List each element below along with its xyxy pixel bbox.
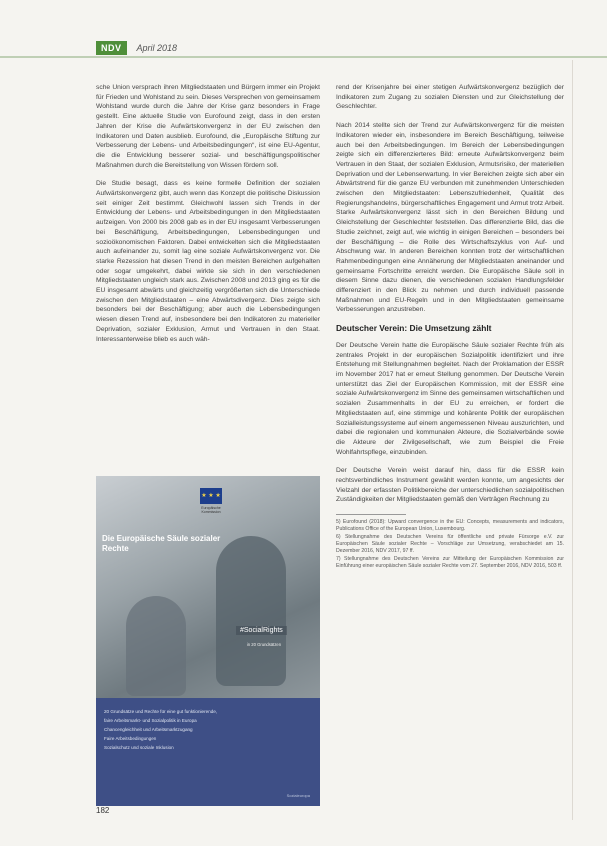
- footnote: 7) Stellungnahme des Deutschen Vereins zur Mitteilung der Europäischen Kommission zur Einführung einer europäischen Säule sozialer Rechte vom 27. September 2016, NDV 2016, 503 ff.: [336, 555, 564, 569]
- paragraph: Der Deutsche Verein weist darauf hin, dass für die ESSR kein rechtsverbindliches Instrument gewählt werden konnte, um angesichts der Vielzahl der erfassten Politikbereiche der unterschiedlichen sozialpolitischen Zuständigkeiten der Mitgliedstaaten gemäß den Verträgen Rechnung zu: [336, 467, 564, 504]
- page-header: [96, 41, 177, 55]
- left-column: [96, 83, 320, 353]
- cover-item: Chancengleichheit und Arbeitsmarktzugang: [104, 727, 193, 732]
- journal-badge: NDV: [96, 41, 127, 55]
- person-silhouette: [126, 596, 186, 696]
- cover-item: faire Arbeitsmarkt- und Sozialpolitik in Europa: [104, 718, 197, 723]
- brochure-cover-image: [96, 476, 320, 806]
- issue-date: April 2018: [136, 43, 178, 53]
- paragraph: Der Deutsche Verein hatte die Europäische Säule sozialer Rechte früh als zentrales Projekt in der europäischen Sozialpolitik identifiziert und ihre Entstehung mit Stellungnahmen begleitet. Nach der Proklamation der ESSR im November 2017 hat er erneut Stellung genommen. Der Deutsche Verein unterstützt das Ziel der Europäischen Kommission, mit der ESSR eine soziale Aufwärtskonvergenz im Sinne des gemeinsamen wirtschaftlichen und sozialen Zusammenhalts in der EU zu erreichen, er fordert die Mitgliedstaaten auf, eine stimmige und kohärente Politik der europäischen Sozialleistungssysteme auf einem angemessenen Niveau auszurichten, und dabei die regionalen und kommunalen Akteure, die Sozialverbände sowie die Akteure der Zivilgesellschaft, wie zum Beispiel die Freie Wohlfahrtspflege, einzubinden.: [336, 341, 564, 456]
- footnote: 6) Stellungnahme des Deutschen Vereins für öffentliche und private Fürsorge e.V. zur Europäischen Säule sozialer Rechte – Vorschläge zur Umsetzung, verabschiedet am 15. Dezember 2016, NDV 2017, 97 ff.: [336, 533, 564, 555]
- cover-subtitle: in 20 Grundsätzen: [246, 642, 282, 647]
- header-rule: [0, 56, 607, 58]
- paragraph: sche Union versprach ihren Mitgliedstaaten und Bürgern immer ein Projekt für Frieden und Wohlstand zu sein. Dieses Versprechen von gemeinsamem Wohlstand wurde durch die Jahre der Krise ganz besonders in Frage gestellt. Eine aktuelle Studie von Eurofound zeigt, dass in den ersten Jahren der Krise die Aufwärtskonvergenz in der EU zwischen den Indikatoren und Daten ausblieb. Eurofound, die „Europäische Stiftung zur Verbesserung der Lebens- und Arbeitsbedingungen“, ist eine EU-Agentur, die die Entwicklung besserer sozial- und beschäftigungspolitischer Maßnahmen durch die Bereitstellung von Wissen fördern soll.: [96, 84, 320, 169]
- paragraph: Die Studie besagt, dass es keine formelle Definition der sozialen Aufwärtskonvergenz gibt, auch wenn das Konzept die politische Diskussion seit einiger Zeit bestimmt. Gleichwohl lassen sich Trends in der Entwicklung der Lebens- und Arbeitsbedingungen in den Mitgliedstaaten aufzeigen. Von 2000 bis 2008 gab es in der EU insgesamt Verbesserungen bei Beschäftigung, Arbeitsbedingungen, Lebensbedingungen und sozioökonomischen Faktoren. Dabei entwickelten sich die Mitgliedstaaten auch aufeinander zu, somit lag eine soziale Aufwärtskonvergenz vor. Die starke Rezession hat diesen Trend in den meisten Bereichen aufgehalten oder sogar umgekehrt, dabei wirkte sie sich in den verschiedenen Mitgliedstaaten ungleich stark aus. Zwischen 2008 und 2013 ging es für die EU insgesamt abwärts und gleichzeitig vergrößerten sich die Unterschiede zwischen den Mitgliedstaaten – eine Abwärtsdivergenz. Dies zeigte sich besonders bei der Beschäftigung; aber auch die Lebensbedingungen wiesen diesen Trend auf, insbesondere bei den Indikatoren zu materieller Deprivation, sozialer Exklusion, Armut und Vertrauen in den Staat. Interessanterweise blieb es auch wäh-: [96, 180, 320, 343]
- cover-logo-caption: Europäische Kommission: [201, 506, 221, 514]
- paragraph: Nach 2014 stellte sich der Trend zur Aufwärtskonvergenz für die meisten Indikatoren wieder ein, insbesondere im Bereich Beschäftigung, teilweise auch bei den Arbeitsbedingungen. Im Bereich der Lebensbedingungen zeigte sich ein differenzierteres Bild: erneute Aufwärtskonvergenz beim Vertrauen in den Staat, der sozialen Exklusion, Armutsrisiko, der materiellen Deprivation und der Lebenserwartung. In vier Bereichen zeigte sich aber ein Abwärtstrend für die ganze EU verbunden mit zunehmenden Unterschieden zwischen den Mitgliedstaaten: Lebenszufriedenheit, Qualität des Regierungshandelns, bürgerschaftliches Engagement und Armut trotz Arbeit. Starke Aufwärtskonvergenz lässt sich in den Bereichen Bildung und Gleichstellung der Geschlechter feststellen. Das differenzierte Bild, das die Studie zeichnet, zeigt auf, wie wichtig in einigen Bereichen – besonders bei der Beschäftigung – die Rolle des Wirtschaftszyklus von Auf- und Abschwung war. In anderen Bereichen konnten trotz der wirtschaftlichen Rahmenbedingungen eine Annäherung der Mitgliedstaaten aneinander und gemeinsame Fortschritte erreicht werden. Die Europäische Säule soll in diesem Sinne dazu dienen, die verschiedenen sozialen Handlungsfelder differenziert in den Blick zu nehmen und durch individuell passende Maßnahmen und EU-Regeln und in den Mitgliedstaaten gemeinsame Verbesserungen anzustreben.: [336, 122, 564, 314]
- cover-title: Die Europäische Säule sozialer Rechte: [102, 534, 221, 553]
- footnote-rule: [336, 514, 406, 515]
- cover-item: Faire Arbeitsbedingungen: [104, 736, 157, 741]
- cover-hashtag: #SocialRights: [236, 626, 287, 635]
- section-heading: Deutscher Verein: Die Umsetzung zählt: [336, 323, 492, 334]
- cover-item-list: [104, 708, 304, 753]
- right-column: [336, 83, 564, 570]
- paragraph: rend der Krisenjahre bei einer stetigen Aufwärtskonvergenz bezüglich der Indikatoren zum Zugang zu sozialen Diensten und zur Gleichstellung der Geschlechter.: [336, 84, 564, 111]
- page-number: 182: [96, 806, 110, 815]
- eu-flag-icon: ★ ★ ★: [200, 488, 222, 504]
- page-edge-line: [572, 60, 573, 820]
- cover-item: Sozialschutz und soziale Inklusion: [104, 745, 174, 750]
- cover-footer: Sozialeuropa: [286, 793, 310, 798]
- cover-item: 20 Grundsätze und Rechte für eine gut funktionierende,: [104, 709, 218, 714]
- person-silhouette: [216, 536, 286, 686]
- footnote: 5) Eurofound (2018): Upward convergence in the EU: Concepts, measurements and indicators, Publications Office of the European Union, Luxembourg.: [336, 519, 564, 533]
